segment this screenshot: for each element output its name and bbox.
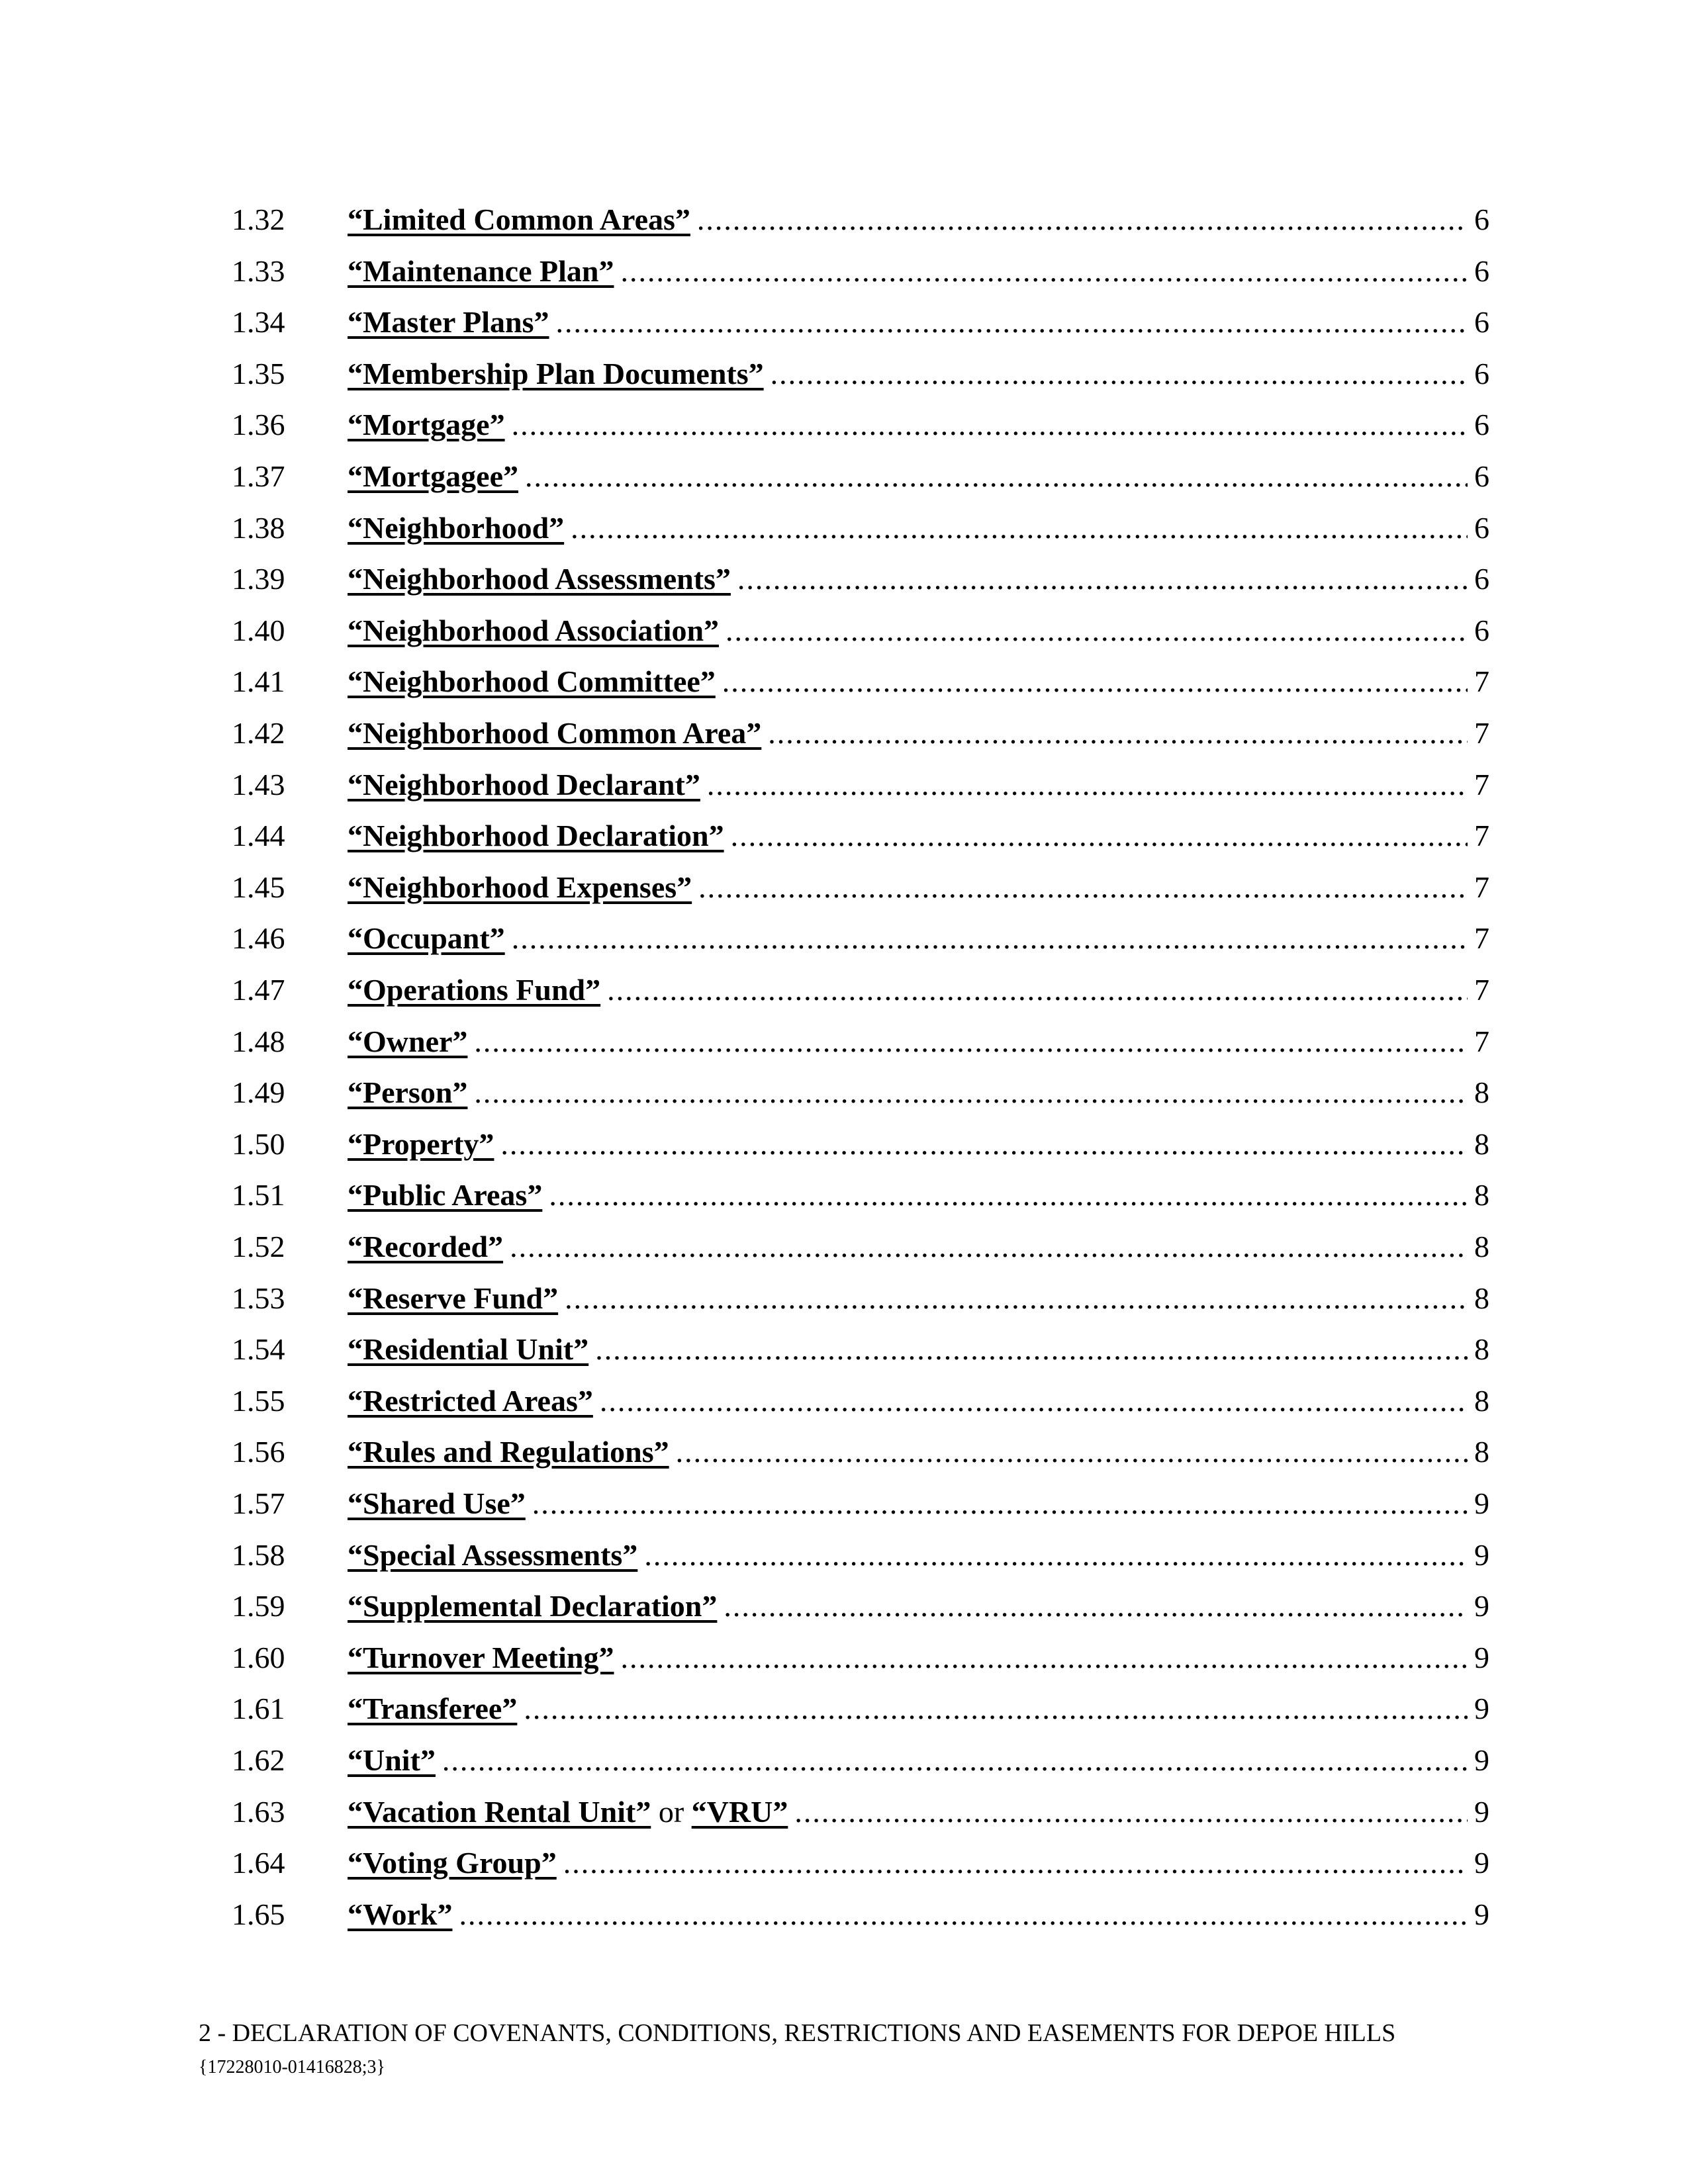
- toc-entry-term[interactable]: “Voting Group”: [348, 1846, 557, 1880]
- toc-entry-number: 1.58: [232, 1537, 285, 1572]
- toc-entry-body: [348, 248, 1489, 295]
- toc-entry-title[interactable]: [348, 1891, 452, 1938]
- toc-entry[interactable]: [232, 1172, 1489, 1218]
- toc-entry-title[interactable]: [348, 608, 719, 654]
- toc-dot-leader: [525, 453, 1468, 500]
- toc-entry-title[interactable]: [348, 402, 505, 448]
- toc-entry[interactable]: [232, 556, 1489, 602]
- toc-entry-body: [348, 1172, 1489, 1218]
- toc-entry[interactable]: [232, 659, 1489, 705]
- toc-entry-body: [348, 505, 1489, 551]
- toc-dot-leader: [600, 1378, 1468, 1424]
- toc-entry[interactable]: [232, 1121, 1489, 1167]
- toc-dot-leader: [620, 1635, 1468, 1681]
- toc-entry-term[interactable]: “Shared Use”: [348, 1486, 526, 1520]
- toc-entry[interactable]: [232, 1532, 1489, 1578]
- toc-page-number[interactable]: 8: [1474, 1435, 1489, 1469]
- toc-entry-title[interactable]: [348, 505, 564, 551]
- toc-entry-term[interactable]: “Recorded”: [348, 1230, 504, 1263]
- toc-entry[interactable]: [232, 1840, 1489, 1886]
- toc-entry-number: 1.42: [232, 716, 285, 750]
- toc-entry-number: 1.54: [232, 1332, 285, 1367]
- toc-entry-term[interactable]: “Neighborhood Assessments”: [348, 562, 731, 596]
- toc-entry-title[interactable]: [348, 1737, 436, 1784]
- toc-page-number[interactable]: 7: [1474, 1024, 1489, 1058]
- toc-dot-leader: [724, 1583, 1468, 1629]
- toc-entry[interactable]: [232, 299, 1489, 345]
- toc-page-number[interactable]: 9: [1474, 1486, 1489, 1520]
- toc-entry-title[interactable]: [348, 915, 505, 962]
- toc-entry-title[interactable]: [348, 1326, 588, 1373]
- toc-entry[interactable]: [232, 351, 1489, 397]
- toc-entry-number: 1.46: [232, 921, 285, 956]
- toc-entry-number: 1.57: [232, 1486, 285, 1520]
- toc-page-number[interactable]: 8: [1474, 1126, 1489, 1161]
- toc-dot-leader: [565, 1275, 1468, 1322]
- toc-dot-leader: [644, 1532, 1468, 1578]
- toc-entry[interactable]: [232, 1069, 1489, 1116]
- toc-entry-number: 1.34: [232, 305, 285, 340]
- toc-entry-title[interactable]: [348, 967, 600, 1013]
- toc-entry-body: [348, 915, 1489, 962]
- toc-dot-leader: [549, 1172, 1468, 1218]
- toc-entry-number: 1.33: [232, 253, 285, 288]
- toc-entry-title[interactable]: [348, 1378, 593, 1424]
- toc-entry[interactable]: [232, 1224, 1489, 1270]
- toc-entry-title[interactable]: [348, 1121, 494, 1167]
- toc-entry-title[interactable]: [348, 1532, 637, 1578]
- toc-page-number[interactable]: 8: [1474, 1332, 1489, 1367]
- toc-entry[interactable]: [232, 1480, 1489, 1527]
- toc-dot-leader: [707, 762, 1468, 808]
- toc-dot-leader: [442, 1737, 1468, 1784]
- toc-entry-number: 1.61: [232, 1692, 285, 1726]
- toc-entry-term[interactable]: “Neighborhood Association”: [348, 613, 720, 647]
- toc-entry-term[interactable]: “Residential Unit”: [348, 1332, 589, 1367]
- toc-entry-term[interactable]: “Neighborhood Common Area”: [348, 716, 762, 750]
- toc-entry[interactable]: [232, 1583, 1489, 1629]
- toc-entry-term[interactable]: “Limited Common Areas”: [348, 203, 690, 236]
- toc-entry-body: [348, 299, 1489, 345]
- toc-entry-body: [348, 1429, 1489, 1475]
- toc-entry-number: 1.48: [232, 1024, 285, 1058]
- toc-entry-number: 1.50: [232, 1126, 285, 1161]
- toc-entry-body: [348, 1532, 1489, 1578]
- toc-entry-title[interactable]: [348, 453, 518, 500]
- toc-entry[interactable]: [232, 1737, 1489, 1784]
- toc-entry-body: [348, 1326, 1489, 1373]
- toc-entry-term[interactable]: “Owner”: [348, 1024, 468, 1058]
- toc-dot-leader: [771, 351, 1468, 397]
- toc-entry-term[interactable]: “Maintenance Plan”: [348, 253, 614, 288]
- toc-page-number[interactable]: 8: [1474, 1383, 1489, 1418]
- toc-page-number[interactable]: 6: [1474, 408, 1489, 442]
- toc-entry-term[interactable]: “Occupant”: [348, 921, 505, 956]
- toc-entry-number: 1.37: [232, 459, 285, 493]
- toc-entry-term[interactable]: “Restricted Areas”: [348, 1383, 593, 1418]
- toc-dot-leader: [737, 556, 1468, 602]
- toc-entry[interactable]: [232, 1891, 1489, 1938]
- toc-entry-term[interactable]: “Mortgage”: [348, 408, 505, 442]
- toc-entry-number: 1.40: [232, 613, 285, 647]
- toc-dot-leader: [697, 197, 1468, 243]
- toc-entry-number: 1.47: [232, 973, 285, 1007]
- toc-dot-leader: [571, 505, 1468, 551]
- toc-entry-body: [348, 659, 1489, 705]
- toc-dot-leader: [512, 915, 1468, 962]
- toc-page-number[interactable]: 9: [1474, 1794, 1489, 1829]
- toc-entry-body: [348, 608, 1489, 654]
- toc-entry[interactable]: [232, 1275, 1489, 1322]
- toc-entry-title[interactable]: [348, 1172, 542, 1218]
- toc-entry-body: [348, 1583, 1489, 1629]
- toc-entry[interactable]: [232, 197, 1489, 243]
- toc-dot-leader: [722, 659, 1468, 705]
- toc-page-number[interactable]: 6: [1474, 203, 1489, 236]
- toc-dot-leader: [794, 1789, 1468, 1835]
- toc-entry-title[interactable]: [348, 1019, 467, 1065]
- toc-entry-number: 1.43: [232, 767, 285, 801]
- toc-entry[interactable]: [232, 762, 1489, 808]
- toc-entry[interactable]: [232, 1378, 1489, 1424]
- toc-entry[interactable]: [232, 402, 1489, 448]
- toc-entry-term[interactable]: “Neighborhood”: [348, 510, 565, 545]
- toc-entry-title[interactable]: [348, 248, 614, 295]
- toc-entry-body: [348, 1686, 1489, 1732]
- toc-entry-term[interactable]: “Neighborhood Expenses”: [348, 870, 692, 904]
- toc-entry-number: 1.32: [232, 203, 285, 236]
- toc-page-number[interactable]: 9: [1474, 1537, 1489, 1572]
- toc-entry-number: 1.51: [232, 1178, 285, 1212]
- toc-entry-body: [348, 1121, 1489, 1167]
- toc-entry-title[interactable]: [348, 659, 716, 705]
- toc-entry-term[interactable]: “Neighborhood Committee”: [348, 664, 716, 699]
- toc-dot-leader: [726, 608, 1468, 654]
- toc-dot-leader: [500, 1121, 1468, 1167]
- toc-page-number[interactable]: 6: [1474, 253, 1489, 288]
- toc-entry[interactable]: [232, 967, 1489, 1013]
- toc-entry[interactable]: [232, 1429, 1489, 1475]
- toc-entry-number: 1.65: [232, 1897, 285, 1931]
- toc-entry-title[interactable]: [348, 1069, 467, 1116]
- toc-entry-term[interactable]: “Reserve Fund”: [348, 1281, 559, 1315]
- toc-entry[interactable]: [232, 248, 1489, 295]
- toc-entry-body: [348, 864, 1489, 911]
- toc-dot-leader: [563, 1840, 1468, 1886]
- toc-dot-leader: [474, 1069, 1468, 1116]
- toc-entry-body: [348, 351, 1489, 397]
- toc-page-number[interactable]: 9: [1474, 1743, 1489, 1777]
- toc-entry[interactable]: [232, 1789, 1489, 1835]
- toc-page-number[interactable]: 6: [1474, 613, 1489, 647]
- document-reference-number: {17228010-01416828;3}: [199, 2057, 385, 2077]
- toc-entry-term[interactable]: “Operations Fund”: [348, 973, 601, 1007]
- toc-entry-body: [348, 1378, 1489, 1424]
- toc-entry-title[interactable]: [348, 1275, 558, 1322]
- toc-entry-title[interactable]: [348, 710, 761, 756]
- toc-entry-title[interactable]: [348, 1429, 669, 1475]
- toc-entry-term[interactable]: “Neighborhood Declarant”: [348, 767, 700, 801]
- toc-entry[interactable]: [232, 864, 1489, 911]
- toc-dot-leader: [698, 864, 1468, 911]
- toc-entry-body: [348, 762, 1489, 808]
- toc-page-number[interactable]: 9: [1474, 1692, 1489, 1726]
- toc-entry-number: 1.59: [232, 1589, 285, 1623]
- toc-page-number[interactable]: 7: [1474, 664, 1489, 699]
- toc-entry-number: 1.49: [232, 1075, 285, 1110]
- toc-entry-number: 1.39: [232, 562, 285, 596]
- page-footer: 2 - DECLARATION OF COVENANTS, CONDITIONS, RESTRICTIONS AND EASEMENTS FOR DEPOE HILLS: [199, 2019, 1396, 2047]
- toc-entry-title[interactable]: [348, 864, 692, 911]
- toc-page-number[interactable]: 6: [1474, 510, 1489, 545]
- toc-dot-leader: [510, 1224, 1468, 1270]
- toc-dot-leader: [512, 402, 1468, 448]
- toc-dot-leader: [524, 1686, 1468, 1732]
- toc-page-number[interactable]: 6: [1474, 459, 1489, 493]
- toc-entry-body: [348, 197, 1489, 243]
- toc-entry-term[interactable]: “Turnover Meeting”: [348, 1640, 614, 1674]
- toc-page-number[interactable]: 7: [1474, 921, 1489, 956]
- toc-entry-title[interactable]: [348, 1686, 517, 1732]
- toc-entry-body: [348, 1737, 1489, 1784]
- toc-page-number[interactable]: 9: [1474, 1640, 1489, 1674]
- toc-entry-term[interactable]: “Special Assessments”: [348, 1537, 638, 1572]
- toc-entry-title[interactable]: [348, 299, 549, 345]
- toc-entry-body: [348, 1019, 1489, 1065]
- toc-entry[interactable]: [232, 608, 1489, 654]
- toc-entry-title[interactable]: [348, 1224, 503, 1270]
- toc-entry-title[interactable]: [348, 351, 764, 397]
- toc-entry-title[interactable]: [348, 1480, 526, 1527]
- toc-entry-term[interactable]: “Vacation Rental Unit”: [348, 1794, 651, 1829]
- toc-entry-body: [348, 1069, 1489, 1116]
- toc-page-number[interactable]: 8: [1474, 1075, 1489, 1110]
- toc-entry-term[interactable]: “Property”: [348, 1126, 494, 1161]
- toc-entry-title[interactable]: [348, 762, 700, 808]
- toc-entry-title[interactable]: [348, 197, 690, 243]
- toc-entry-number: 1.45: [232, 870, 285, 904]
- toc-entry-body: [348, 1480, 1489, 1527]
- toc-entry-title[interactable]: [348, 1635, 614, 1681]
- toc-page-number[interactable]: 7: [1474, 973, 1489, 1007]
- toc-dot-leader: [676, 1429, 1468, 1475]
- toc-entry-term[interactable]: “Public Areas”: [348, 1178, 543, 1212]
- toc-dot-leader: [607, 967, 1468, 1013]
- toc-entry-body: [348, 1891, 1489, 1938]
- toc-entry-number: 1.55: [232, 1383, 285, 1418]
- toc-page-number[interactable]: 9: [1474, 1897, 1489, 1931]
- toc-entry-term[interactable]: “Person”: [348, 1075, 468, 1110]
- toc-page-number[interactable]: 6: [1474, 305, 1489, 340]
- toc-entry-term[interactable]: “Rules and Regulations”: [348, 1435, 669, 1469]
- toc-entry-body: [348, 402, 1489, 448]
- toc-entry-body: [348, 453, 1489, 500]
- toc-entry-connector: or: [651, 1794, 692, 1829]
- toc-dot-leader: [731, 813, 1468, 859]
- toc-page-number[interactable]: 7: [1474, 767, 1489, 801]
- toc-entry-body: [348, 1840, 1489, 1886]
- toc-entry-term[interactable]: “Transferee”: [348, 1692, 518, 1726]
- toc-entry-body: [348, 1789, 1489, 1835]
- toc-dot-leader: [474, 1019, 1468, 1065]
- toc-page-number[interactable]: 6: [1474, 562, 1489, 596]
- toc-entry-number: 1.36: [232, 408, 285, 442]
- toc-entry-body: [348, 813, 1489, 859]
- toc-entry[interactable]: [232, 505, 1489, 551]
- toc-entry-term[interactable]: “Master Plans”: [348, 305, 549, 340]
- toc-dot-leader: [459, 1891, 1468, 1938]
- toc-dot-leader: [595, 1326, 1468, 1373]
- toc-entry[interactable]: [232, 453, 1489, 500]
- toc-page-number[interactable]: 9: [1474, 1589, 1489, 1623]
- toc-page-number[interactable]: 8: [1474, 1230, 1489, 1263]
- toc-entry-number: 1.62: [232, 1743, 285, 1777]
- toc-entry[interactable]: [232, 1686, 1489, 1732]
- toc-entry-term[interactable]: “Membership Plan Documents”: [348, 356, 764, 390]
- toc-entry-number: 1.35: [232, 356, 285, 390]
- toc-dot-leader: [556, 299, 1468, 345]
- toc-entry-number: 1.53: [232, 1281, 285, 1315]
- toc-entry-body: [348, 710, 1489, 756]
- toc-entry-term[interactable]: “Unit”: [348, 1743, 436, 1777]
- toc-entry-term[interactable]: “Mortgagee”: [348, 459, 518, 493]
- toc-entry-body: [348, 1224, 1489, 1270]
- toc-entry-number: 1.64: [232, 1846, 285, 1880]
- toc-entry[interactable]: [232, 915, 1489, 962]
- toc-entry-title[interactable]: [348, 556, 731, 602]
- toc-entry-number: 1.56: [232, 1435, 285, 1469]
- toc-entry-number: 1.60: [232, 1640, 285, 1674]
- toc-entry-number: 1.63: [232, 1794, 285, 1829]
- toc-entry-number: 1.52: [232, 1230, 285, 1263]
- toc-entry-body: [348, 967, 1489, 1013]
- toc-page-number[interactable]: 7: [1474, 819, 1489, 853]
- toc-entry-body: [348, 556, 1489, 602]
- toc-page-number[interactable]: 7: [1474, 870, 1489, 904]
- toc-entry-title[interactable]: [348, 813, 724, 859]
- toc-entry[interactable]: [232, 1635, 1489, 1681]
- toc-entry-number: 1.41: [232, 664, 285, 699]
- toc-page-number[interactable]: 6: [1474, 356, 1489, 390]
- toc-entry-term[interactable]: “Supplemental Declaration”: [348, 1589, 718, 1623]
- toc-entry[interactable]: [232, 1326, 1489, 1373]
- toc-page-number[interactable]: 7: [1474, 716, 1489, 750]
- toc-entry-title[interactable]: [348, 1840, 557, 1886]
- toc-entry-number: 1.44: [232, 819, 285, 853]
- toc-entry[interactable]: [232, 813, 1489, 859]
- toc-dot-leader: [620, 248, 1468, 295]
- toc-page-number[interactable]: 8: [1474, 1281, 1489, 1315]
- toc-entry-term[interactable]: “Work”: [348, 1897, 453, 1931]
- toc-entry-title[interactable]: [348, 1789, 788, 1835]
- toc-entry[interactable]: [232, 710, 1489, 756]
- toc-dot-leader: [768, 710, 1468, 756]
- toc-entry[interactable]: [232, 1019, 1489, 1065]
- toc-dot-leader: [532, 1480, 1468, 1527]
- toc-entry-term[interactable]: “Neighborhood Declaration”: [348, 819, 724, 853]
- toc-entry-term[interactable]: “VRU”: [691, 1794, 788, 1829]
- toc-page-number[interactable]: 9: [1474, 1846, 1489, 1880]
- toc-entry-title[interactable]: [348, 1583, 717, 1629]
- toc-page-number[interactable]: 8: [1474, 1178, 1489, 1212]
- toc-entry-body: [348, 1275, 1489, 1322]
- toc-entry-number: 1.38: [232, 510, 285, 545]
- toc-entry-body: [348, 1635, 1489, 1681]
